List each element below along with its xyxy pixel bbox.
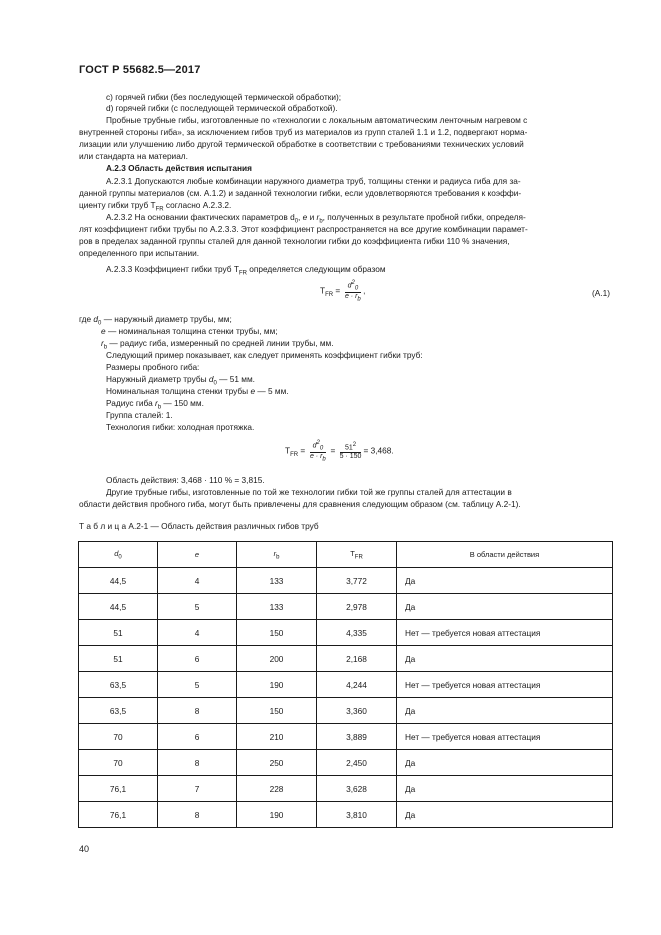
- text-fragment: — 150 мм.: [161, 398, 204, 408]
- table-cell: 150: [237, 698, 317, 724]
- table-cell: 63,5: [79, 672, 158, 698]
- fraction-denominator: [345, 293, 362, 302]
- table-cell: Да: [397, 568, 613, 594]
- table-cell: 2,168: [317, 646, 397, 672]
- table-row: [79, 672, 613, 698]
- document-header: ГОСТ Р 55682.5—2017: [79, 64, 201, 76]
- text-fragment: где: [79, 314, 92, 324]
- table-cell: 4: [158, 568, 237, 594]
- text-fragment: Наружный диаметр трубы: [106, 374, 207, 384]
- table-cell: 250: [237, 750, 317, 776]
- subscript: b: [319, 218, 323, 225]
- subscript: FR: [354, 554, 363, 561]
- subscript: FR: [238, 270, 247, 277]
- formula-symbol: T: [285, 445, 291, 456]
- table-cell: 63,5: [79, 698, 158, 724]
- text-line: [106, 264, 386, 280]
- table-caption-prefix: Т а б л и ц а: [79, 521, 127, 531]
- table-row: [79, 594, 613, 620]
- table-row: [79, 776, 613, 802]
- table-row: [79, 724, 613, 750]
- subscript: FR: [155, 206, 164, 213]
- formula-symbol: T: [320, 285, 326, 296]
- text-fragment: — 51 мм.: [216, 374, 255, 384]
- text-line: ров в пределах заданной группы сталей для данной технологии гибки до коэффициента гибки 110 % значения,: [79, 236, 510, 246]
- header-tfr: [317, 542, 397, 568]
- formula-a1: [320, 280, 365, 302]
- table-cell: 8: [158, 802, 237, 828]
- fraction-denominator: [310, 453, 327, 462]
- text-fragment: и: [307, 212, 317, 222]
- text-line: Следующий пример показывает, как следует применять коэффициент гибки труб:: [106, 350, 423, 360]
- table-cell: 5: [158, 594, 237, 620]
- table-caption-text: А.2-1 — Область действия различных гибов труб: [126, 521, 319, 531]
- table-cell: 44,5: [79, 594, 158, 620]
- formula-eq: =: [300, 445, 306, 456]
- var-r: r: [101, 338, 104, 348]
- table-cell: 3,889: [317, 724, 397, 750]
- text-fragment: А.2.3.3 Коэффициент гибки труб T: [106, 264, 239, 274]
- subscript: 0: [98, 320, 102, 327]
- table-cell: 76,1: [79, 802, 158, 828]
- text-line: Область действия: 3,468 · 110 % = 3,815.: [106, 475, 265, 485]
- table-cell: Да: [397, 594, 613, 620]
- table-cell: 4,244: [317, 672, 397, 698]
- header-label: T: [350, 548, 355, 558]
- subscript: 0: [354, 285, 359, 292]
- text-line: области действия пробного гиба, могут быть привлечены для сравнения следующим образом (см. таблицу А.2-1).: [79, 499, 521, 509]
- table-cell: 5: [158, 672, 237, 698]
- table-cell: 210: [237, 724, 317, 750]
- fraction-numerator: [310, 440, 327, 453]
- table-cell: Да: [397, 750, 613, 776]
- table-row: [79, 568, 613, 594]
- text-line: данной группы материалов (см. А.1.2) и заданной технологии гибки, если удовлетворяются требования к коэффи-: [79, 188, 522, 198]
- table-cell: 3,628: [317, 776, 397, 802]
- text-line: определенного при испытании.: [79, 248, 200, 258]
- subscript: b: [276, 554, 280, 561]
- table-cell: 2,450: [317, 750, 397, 776]
- text-line: Технология гибки: холодная протяжка.: [106, 422, 255, 432]
- var-r: r: [155, 398, 158, 408]
- text-fragment: ·: [313, 452, 321, 460]
- text-fragment: — радиус гиба, измеренный по средней линии трубы, мм.: [109, 338, 334, 348]
- text-fragment: согласно А.2.3.2.: [163, 200, 232, 210]
- text-fragment: — 5 мм.: [255, 386, 289, 396]
- table-cell: 3,772: [317, 568, 397, 594]
- var-r: r: [316, 212, 320, 222]
- formula-eq: =: [330, 445, 336, 456]
- table-cell: 190: [237, 672, 317, 698]
- subscript: 0: [118, 554, 122, 561]
- header-label: d: [114, 548, 119, 558]
- text-line: лизации или улучшению либо другой термической обработке в соответствии с требованиями технических условий: [79, 139, 524, 149]
- table-cell: 3,360: [317, 698, 397, 724]
- text-fragment: , полученных в результате пробной гибки, определя-: [322, 212, 526, 222]
- table-cell: 3,810: [317, 802, 397, 828]
- subscript: b: [322, 456, 326, 463]
- subscript: 0: [319, 445, 324, 452]
- text-fragment: ·: [348, 292, 356, 300]
- text-fragment: Радиус гиба: [106, 398, 153, 408]
- fraction: [340, 442, 362, 459]
- fraction-denominator: 5 · 150: [339, 452, 362, 460]
- superscript: 2: [352, 442, 357, 449]
- var-d: d: [93, 314, 99, 324]
- table-cell: Нет — требуется новая аттестация: [397, 620, 613, 646]
- table-cell: 7: [158, 776, 237, 802]
- text-fragment: циенту гибки труб T: [79, 200, 156, 210]
- text-line: Пробные трубные гибы, изготовленные по «технологии с локальным автоматическим ленточным нагревом с: [106, 115, 528, 125]
- text-line: [106, 386, 289, 397]
- table-cell: 44,5: [79, 568, 158, 594]
- table-cell: 6: [158, 724, 237, 750]
- subscript: b: [157, 404, 162, 411]
- fraction: [345, 280, 362, 302]
- text-line: внутренней стороны гиба», за исключением гибов труб из материалов из групп сталей 1.1 и 1.2, подвергают норма-: [79, 127, 528, 137]
- table-row: [79, 620, 613, 646]
- page-number: 40: [79, 844, 90, 854]
- table-cell: Да: [397, 776, 613, 802]
- var-d: d: [312, 442, 317, 450]
- table-cell: 200: [237, 646, 317, 672]
- table-cell: 76,1: [79, 776, 158, 802]
- header-rb: [237, 542, 317, 568]
- subscript: 0: [213, 380, 217, 387]
- header-scope: В области действия: [397, 542, 613, 568]
- text-line: d) горячей гибки (с последующей термической обработкой).: [106, 103, 338, 113]
- text-line: лят коэффициент гибки трубы по А.2.3.3. Этот коэффициент распространяется на все другие комбинации парамет-: [79, 224, 528, 234]
- text-fragment: ,: [363, 285, 366, 296]
- subscript: b: [103, 344, 108, 351]
- text-fragment: Номинальная толщина стенки трубы: [106, 386, 249, 396]
- text-line: А.2.3.1 Допускаются любые комбинации наружного диаметра труб, толщины стенки и радиуса гиба для за-: [106, 176, 521, 186]
- table-row: [79, 750, 613, 776]
- section-heading: А.2.3 Область действия испытания: [106, 163, 252, 173]
- text-line: или стандарта на материал.: [79, 151, 188, 161]
- table-cell: 133: [237, 568, 317, 594]
- table-cell: Да: [397, 802, 613, 828]
- formula-eq: =: [335, 285, 341, 296]
- var-e: e: [344, 292, 349, 300]
- table-cell: Нет — требуется новая аттестация: [397, 672, 613, 698]
- table-cell: Да: [397, 646, 613, 672]
- header-d0: [79, 542, 158, 568]
- table-cell: 6: [158, 646, 237, 672]
- var-r: r: [355, 292, 358, 300]
- table-header-row: [79, 542, 613, 568]
- text-line: Группа сталей: 1.: [106, 410, 173, 420]
- table-cell: 4: [158, 620, 237, 646]
- text-line: [101, 326, 278, 337]
- fraction: [310, 440, 327, 462]
- var-d: d: [208, 374, 214, 384]
- table-cell: 150: [237, 620, 317, 646]
- var-e: e: [302, 212, 308, 222]
- subscript: FR: [290, 451, 299, 458]
- text-fragment: определяется следующим образом: [246, 264, 386, 274]
- header-label: r: [273, 548, 277, 558]
- var-r: r: [320, 452, 323, 460]
- var-d: d: [347, 282, 352, 290]
- superscript: 2: [351, 280, 355, 286]
- var-e: e: [250, 386, 256, 396]
- table-cell: 2,978: [317, 594, 397, 620]
- table-cell: 70: [79, 750, 158, 776]
- table-cell: 70: [79, 724, 158, 750]
- text-fragment: — наружный диаметр трубы, мм;: [103, 314, 232, 324]
- table-cell: 4,335: [317, 620, 397, 646]
- text-fragment: А.2.3.2 На основании фактических параметров d: [106, 212, 295, 222]
- table-row: [79, 698, 613, 724]
- formula-example: [285, 440, 394, 462]
- header-label: e: [194, 550, 200, 559]
- table-cell: 228: [237, 776, 317, 802]
- var-e: e: [309, 452, 314, 460]
- text-line: с) горячей гибки (без последующей термической обработки);: [106, 92, 342, 102]
- table-cell: 8: [158, 698, 237, 724]
- table-row: [79, 802, 613, 828]
- text-fragment: ,: [298, 212, 301, 222]
- var-e: e: [101, 326, 106, 336]
- subscript: b: [357, 296, 361, 303]
- table-caption: [79, 521, 319, 532]
- table-cell: 190: [237, 802, 317, 828]
- fraction-numerator: [345, 280, 362, 293]
- table-cell: Да: [397, 698, 613, 724]
- subscript: 0: [294, 218, 299, 225]
- text-line: Размеры пробного гиба:: [106, 362, 200, 372]
- table-cell: 133: [237, 594, 317, 620]
- equation-number: (А.1): [592, 288, 610, 298]
- text-line: Другие трубные гибы, изготовленные по той же технологии гибки той же группы сталей для аттестации в: [106, 487, 512, 497]
- subscript: FR: [325, 291, 334, 298]
- superscript: 2: [316, 440, 320, 446]
- fraction-numerator: [340, 442, 362, 452]
- formula-result: = 3,468.: [363, 445, 394, 456]
- table-cell: Нет — требуется новая аттестация: [397, 724, 613, 750]
- text-fragment: 51: [344, 444, 353, 452]
- table-cell: 51: [79, 620, 158, 646]
- header-e: [158, 542, 237, 568]
- table-row: [79, 646, 613, 672]
- text-fragment: — номинальная толщина стенки трубы, мм;: [107, 326, 278, 336]
- table-cell: 8: [158, 750, 237, 776]
- table-cell: 51: [79, 646, 158, 672]
- data-table: [78, 541, 613, 828]
